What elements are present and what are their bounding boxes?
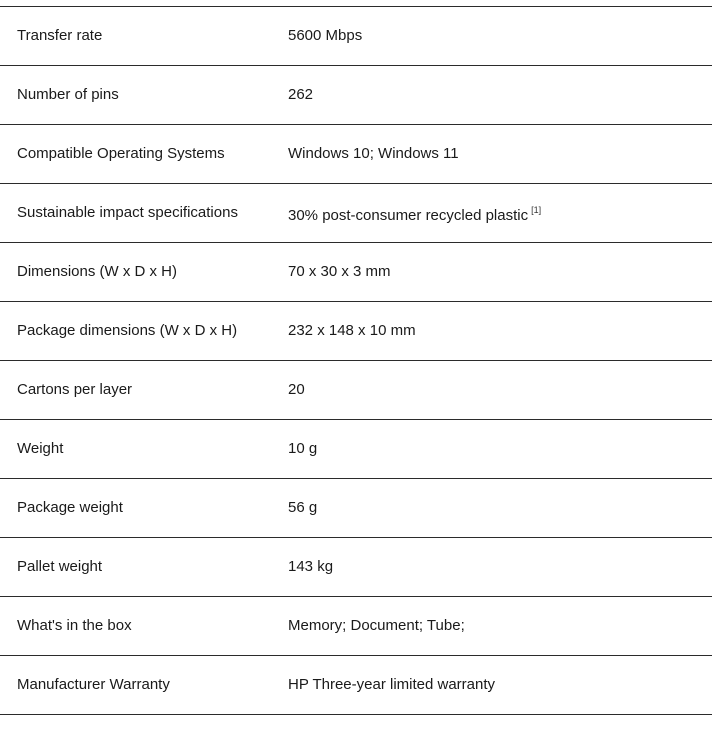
spec-value: 232 x 148 x 10 mm [288, 322, 416, 339]
spec-label: What's in the box [17, 617, 132, 634]
spec-row-package-dimensions [0, 302, 712, 361]
footnote-link[interactable]: [1] [531, 205, 542, 215]
spec-label: Package weight [17, 499, 123, 516]
spec-label: Transfer rate [17, 27, 103, 44]
spec-value: 30% post-consumer recycled plastic [288, 207, 529, 224]
spec-label: Pallet weight [17, 558, 103, 575]
spec-row-dimensions [0, 243, 712, 302]
spec-value: 10 g [288, 440, 318, 457]
spec-label: Sustainable impact specifications [17, 204, 238, 221]
spec-row-whats-in-the-box [0, 597, 712, 656]
spec-row-manufacturer-warranty [0, 656, 712, 715]
spec-row-package-weight [0, 479, 712, 538]
spec-row-number-of-pins [0, 66, 712, 125]
spec-row-sustainable-impact [0, 184, 712, 243]
spec-label: Package dimensions (W x D x H) [17, 322, 238, 339]
spec-value: Memory; Document; Tube; [288, 617, 465, 634]
spec-value: Windows 10; Windows 11 [288, 145, 459, 162]
spec-label: Cartons per layer [17, 381, 133, 398]
specs-table [0, 6, 712, 715]
spec-label: Weight [17, 440, 64, 457]
spec-value-container [288, 200, 712, 226]
spec-value: 5600 Mbps [288, 27, 363, 44]
spec-row-pallet-weight [0, 538, 712, 597]
spec-value: 56 g [288, 499, 318, 516]
spec-value: HP Three-year limited warranty [288, 676, 496, 693]
spec-row-compatible-os [0, 125, 712, 184]
spec-value: 143 kg [288, 558, 334, 575]
spec-value: 20 [288, 381, 305, 398]
spec-row-transfer-rate [0, 7, 712, 66]
spec-value: 70 x 30 x 3 mm [288, 263, 391, 280]
spec-value: 262 [288, 86, 314, 103]
spec-label: Compatible Operating Systems [17, 145, 225, 162]
spec-row-weight [0, 420, 712, 479]
spec-row-cartons-per-layer [0, 361, 712, 420]
spec-label: Dimensions (W x D x H) [17, 263, 178, 280]
spec-label: Manufacturer Warranty [17, 676, 170, 693]
spec-label: Number of pins [17, 86, 119, 103]
